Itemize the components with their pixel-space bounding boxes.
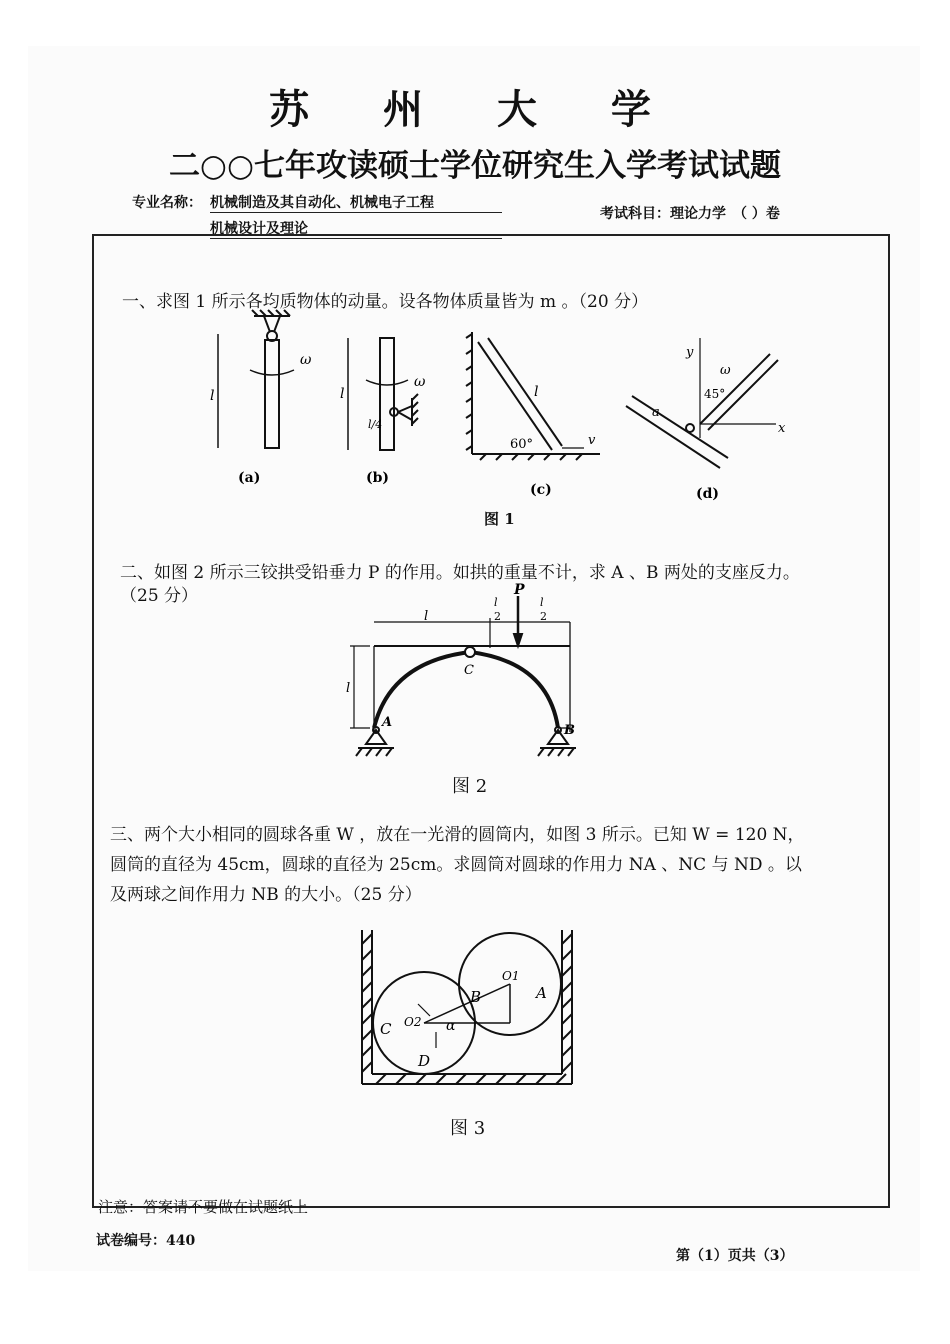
figure-3-caption: 图 3 [450, 1118, 486, 1139]
question-1-text: 一、求图 1 所示各均质物体的动量。设各物体质量皆为 m 。（20 分） [122, 292, 649, 312]
fig2-load-P: P [514, 582, 525, 598]
fig3-label-B: B [470, 988, 482, 1006]
fig1c-angle-label: 60° [510, 437, 534, 452]
question-3-line-2: 圆筒的直径为 45cm，圆球的直径为 25cm。求圆筒对圆球的作用力 NA 、NC 与 ND 。以 [110, 855, 802, 875]
footer-note: 注意：答案请不要做在试题纸上 [98, 1198, 309, 1216]
fig1d-tbar [626, 338, 778, 468]
fig1a-omega-label: ω [300, 352, 312, 368]
question-3-line-1: 三、两个大小相同的圆球各重 W ，放在一光滑的圆筒内，如图 3 所示。已知 W = 120 N， [110, 825, 805, 845]
figure-2-caption: 图 2 [452, 776, 488, 797]
fig3-label-C: C [380, 1020, 392, 1038]
fig2-half-right-den: 2 [540, 610, 547, 623]
major-line-2: 机械设计及理论 [210, 218, 502, 239]
fig3-label-O2: O2 [404, 1015, 422, 1029]
figure-2-drawing [330, 582, 590, 772]
fig2-hinge-C: C [464, 663, 474, 678]
fig3-label-alpha: α [446, 1018, 456, 1034]
fig2-support-A: A [382, 715, 393, 730]
fig1d-x-label: x [778, 421, 786, 436]
fig2-support-B: B [564, 723, 575, 738]
fig3-label-A: A [536, 984, 547, 1002]
paper-number: 试卷编号：440 [96, 1233, 196, 1249]
fig3-label-O1: O1 [502, 969, 520, 983]
university-title: 苏 州 大 学 [269, 86, 681, 133]
fig1d-angle-label: 45° [704, 387, 726, 401]
fig2-height-l: l [346, 681, 351, 696]
fig3-label-D: D [418, 1052, 431, 1070]
fig1b-l-label: l [340, 386, 345, 402]
fig1b-caption: (b) [366, 470, 390, 486]
fig2-half-left-den: 2 [494, 610, 501, 623]
fig2-half-right-num: l [540, 596, 544, 609]
fig1d-omega-label: ω [720, 363, 731, 378]
question-2-line-2: （25 分） [120, 586, 199, 606]
fig1a-l-label: l [210, 388, 215, 404]
fig1b-quarter-label: l/4 [368, 418, 383, 431]
fig1c-v-label: v [588, 433, 596, 448]
fig1d-caption: (d) [696, 486, 720, 502]
exam-subject: 考试科目：理论力学 （ ）卷 [600, 206, 780, 222]
fig2-span-l: l [424, 609, 429, 624]
fig1a-bar [218, 310, 294, 448]
page-indicator: 第（1）页共（3） [676, 1248, 794, 1264]
fig1c-l-label: l [534, 384, 539, 400]
fig1b-bar [348, 338, 418, 450]
question-2-line-1: 二、如图 2 所示三铰拱受铅垂力 P 的作用。如拱的重量不计，求 A 、B 两处的支座反力。 [120, 563, 800, 583]
fig1d-a-label: a [652, 405, 660, 420]
fig1d-y-label: y [686, 345, 694, 360]
figure-3-drawing [356, 924, 584, 1094]
cylinder-with-spheres [362, 930, 572, 1084]
major-line-1: 机械制造及其自动化、机械电子工程 [210, 192, 502, 213]
question-3-line-3: 及两球之间作用力 NB 的大小。（25 分） [110, 885, 422, 905]
fig1c-caption: (c) [530, 482, 552, 498]
figure-1-drawing [180, 308, 820, 508]
fig1b-omega-label: ω [414, 374, 426, 390]
fig2-half-left-num: l [494, 596, 498, 609]
fig1a-caption: (a) [238, 470, 261, 486]
major-label: 专业名称： [132, 195, 202, 211]
exam-title: 二○○七年攻读硕士学位研究生入学考试试题 [168, 148, 782, 184]
figure-1-caption: 图 1 [484, 510, 515, 528]
